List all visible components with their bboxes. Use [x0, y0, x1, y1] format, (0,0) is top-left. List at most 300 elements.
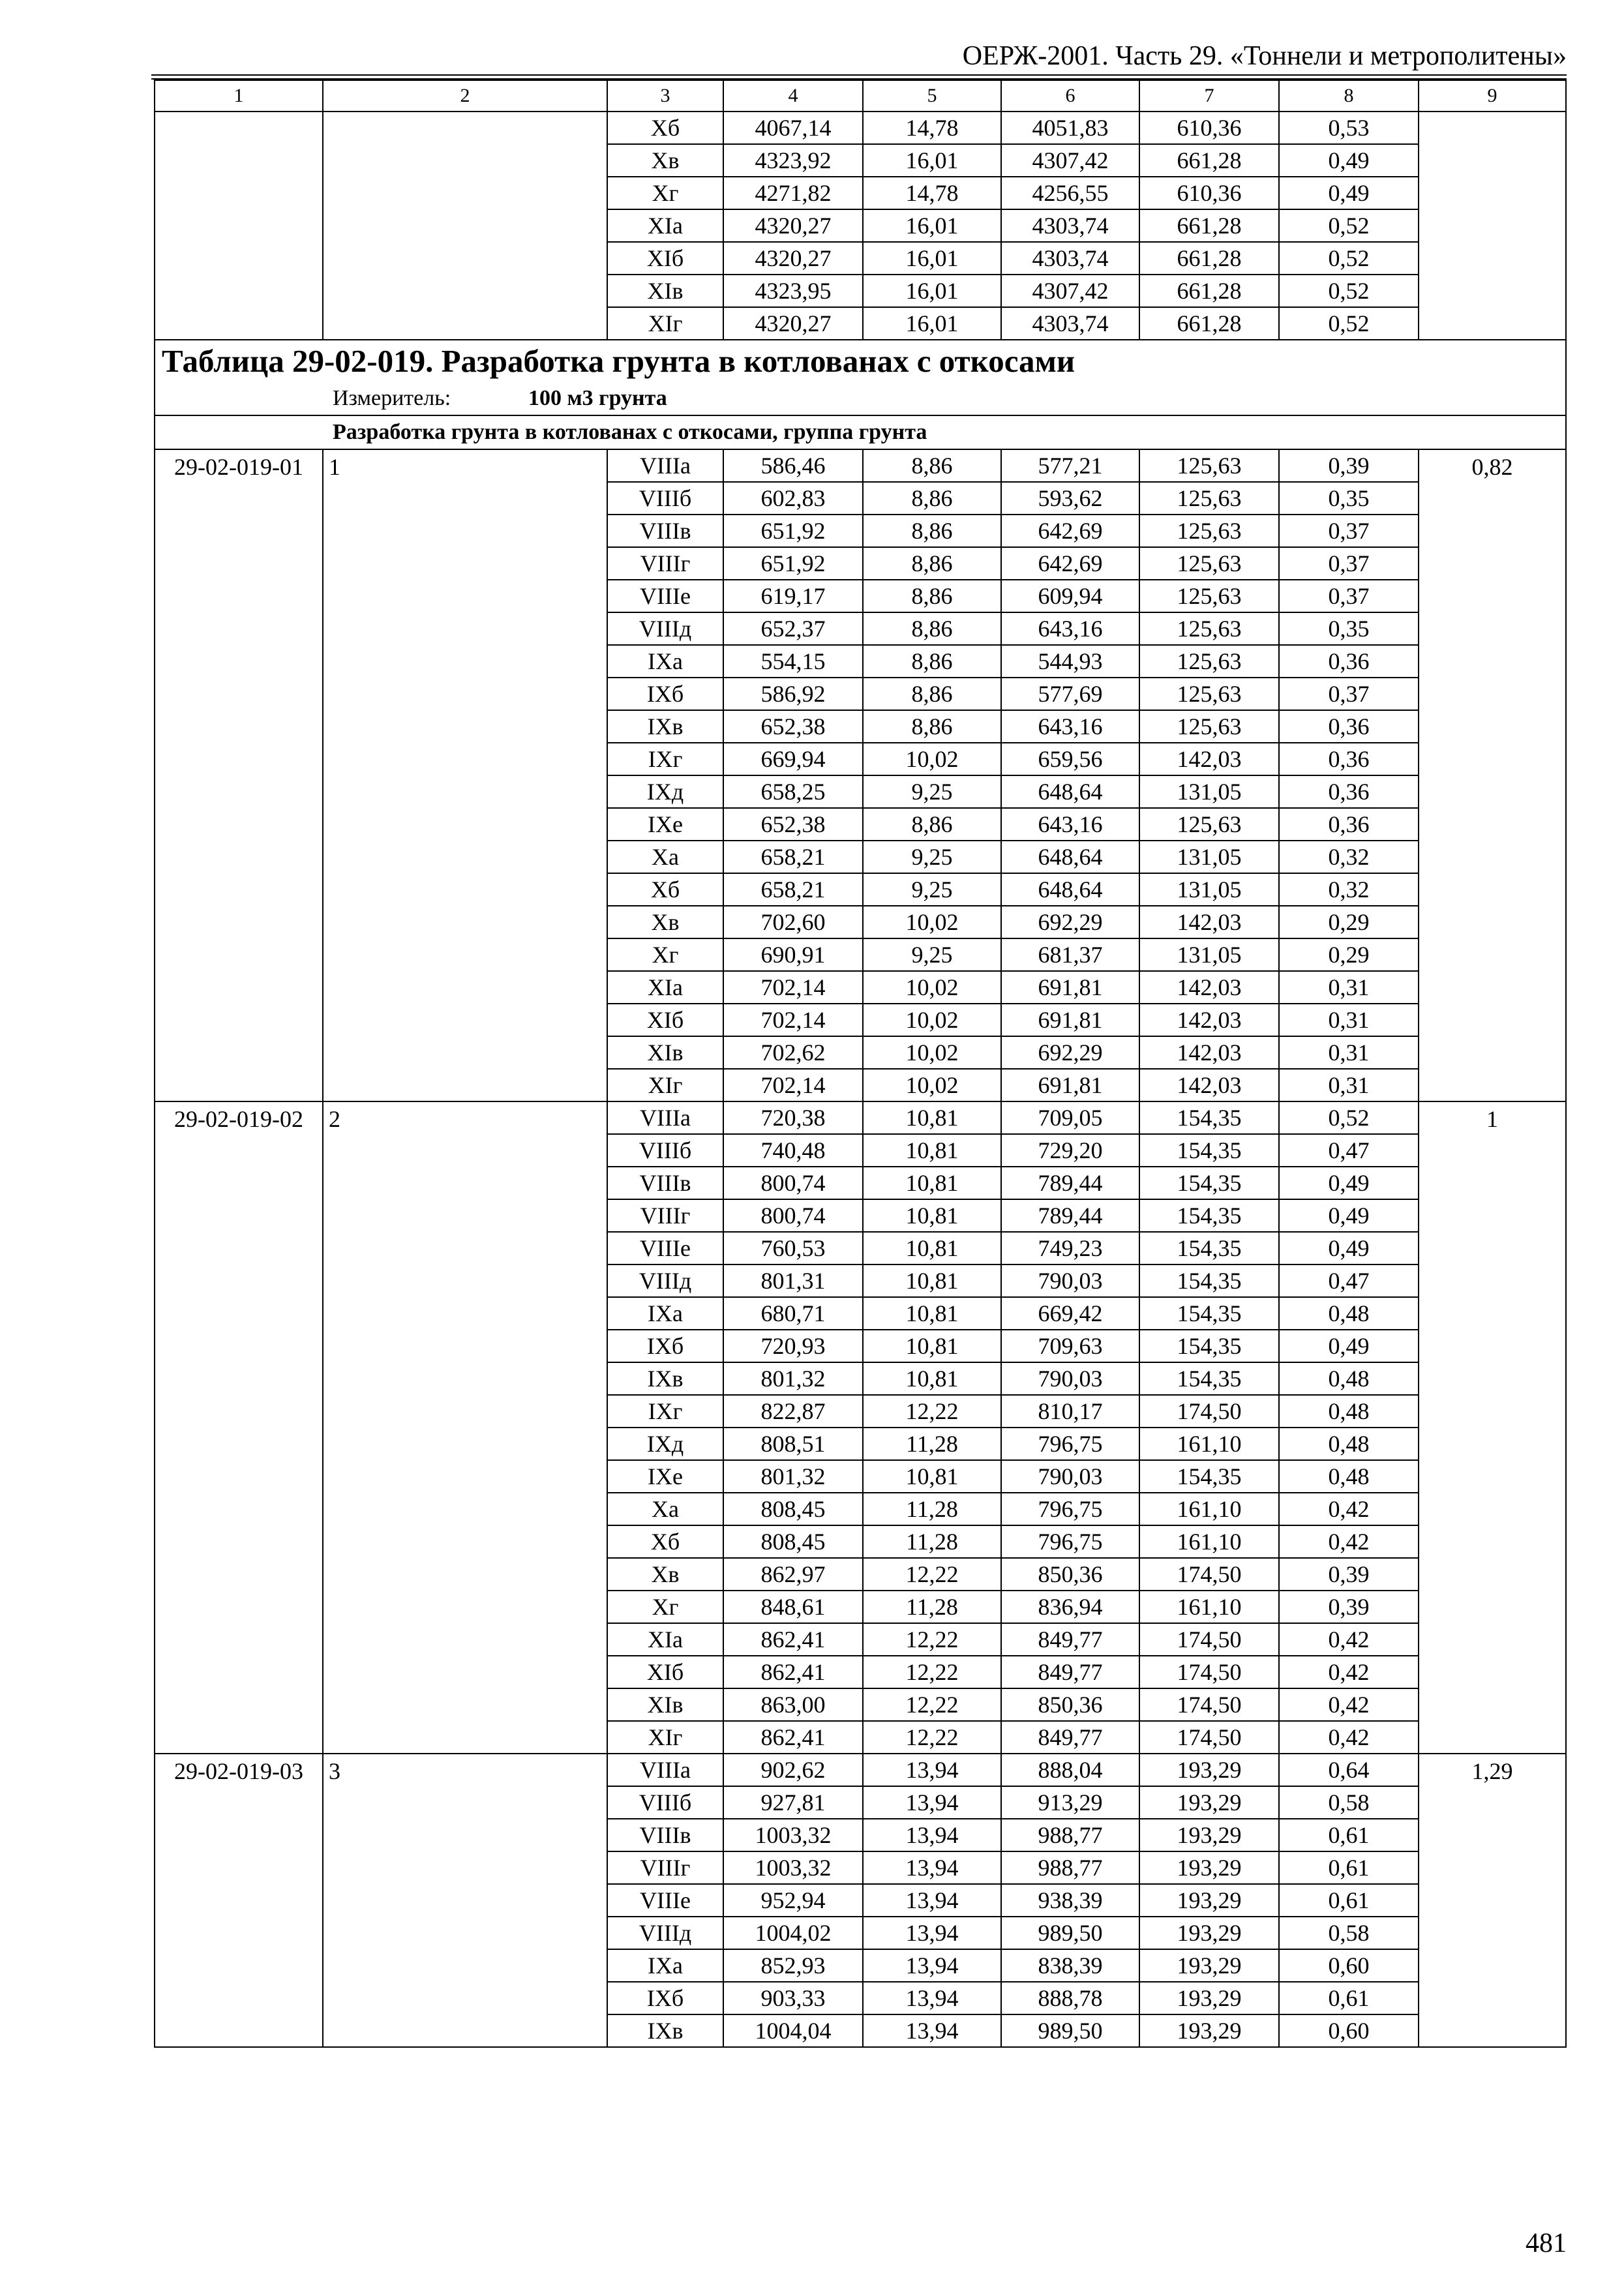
- machine-cost-cell: 888,78: [1001, 1982, 1139, 2014]
- soil-category-cell: XIг: [607, 307, 723, 340]
- direct-cost-cell: 4320,27: [723, 242, 863, 275]
- material-cost-cell: 0,48: [1279, 1395, 1419, 1428]
- direct-cost-cell: 4067,14: [723, 112, 863, 144]
- machine-cost-cell: 988,77: [1001, 1851, 1139, 1884]
- column-number: 3: [607, 80, 723, 112]
- machine-cost-cell: 836,94: [1001, 1591, 1139, 1623]
- direct-cost-cell: 822,87: [723, 1395, 863, 1428]
- labor-cost-cell: 9,25: [863, 775, 1001, 808]
- operator-wage-cell: 125,63: [1139, 678, 1279, 710]
- operator-wage-cell: 193,29: [1139, 1949, 1279, 1982]
- labor-cost-cell: 10,81: [863, 1232, 1001, 1264]
- labor-cost-cell: 9,25: [863, 873, 1001, 906]
- material-cost-cell: 0,61: [1279, 1851, 1419, 1884]
- material-cost-cell: 0,47: [1279, 1134, 1419, 1167]
- soil-category-cell: XIг: [607, 1069, 723, 1101]
- material-cost-cell: 0,48: [1279, 1362, 1419, 1395]
- labor-cost-cell: 10,81: [863, 1460, 1001, 1493]
- direct-cost-cell: 848,61: [723, 1591, 863, 1623]
- operator-wage-cell: 193,29: [1139, 1819, 1279, 1851]
- rate-code-cell: 29-02-019-02: [155, 1101, 323, 1754]
- material-cost-cell: 0,42: [1279, 1525, 1419, 1558]
- direct-cost-cell: 1004,04: [723, 2014, 863, 2047]
- material-cost-cell: 0,37: [1279, 678, 1419, 710]
- rate-code-cell: 29-02-019-01: [155, 449, 323, 1101]
- operator-wage-cell: 661,28: [1139, 209, 1279, 242]
- machine-cost-cell: 642,69: [1001, 547, 1139, 580]
- machine-cost-cell: 643,16: [1001, 710, 1139, 743]
- machine-cost-cell: 850,36: [1001, 1558, 1139, 1591]
- labor-cost-cell: 10,81: [863, 1330, 1001, 1362]
- machine-cost-cell: 938,39: [1001, 1884, 1139, 1917]
- operator-wage-cell: 142,03: [1139, 971, 1279, 1004]
- operator-wage-cell: 154,35: [1139, 1232, 1279, 1264]
- page-number: 481: [1526, 2228, 1567, 2258]
- soil-category-cell: VIIIе: [607, 1232, 723, 1264]
- unit-cell: [155, 382, 1566, 415]
- soil-category-cell: Xб: [607, 1525, 723, 1558]
- direct-cost-cell: 952,94: [723, 1884, 863, 1917]
- machine-cost-cell: 4256,55: [1001, 177, 1139, 209]
- material-cost-cell: 0,31: [1279, 971, 1419, 1004]
- direct-cost-cell: 1003,32: [723, 1819, 863, 1851]
- material-cost-cell: 0,32: [1279, 841, 1419, 873]
- soil-category-cell: IXа: [607, 1949, 723, 1982]
- labor-cost-cell: 11,28: [863, 1493, 1001, 1525]
- material-cost-cell: 0,64: [1279, 1754, 1419, 1786]
- material-cost-cell: 0,52: [1279, 307, 1419, 340]
- direct-cost-cell: 652,37: [723, 612, 863, 645]
- operator-wage-cell: 142,03: [1139, 743, 1279, 775]
- labor-hours-cell: 1,29: [1419, 1754, 1566, 2047]
- operator-wage-cell: 142,03: [1139, 1036, 1279, 1069]
- soil-category-cell: VIIIд: [607, 612, 723, 645]
- operator-wage-cell: 193,29: [1139, 1982, 1279, 2014]
- labor-hours-cell: [1419, 112, 1566, 340]
- machine-cost-cell: 4051,83: [1001, 112, 1139, 144]
- direct-cost-cell: 927,81: [723, 1786, 863, 1819]
- labor-cost-cell: 11,28: [863, 1525, 1001, 1558]
- column-number: 6: [1001, 80, 1139, 112]
- soil-category-cell: VIIIг: [607, 547, 723, 580]
- direct-cost-cell: 760,53: [723, 1232, 863, 1264]
- soil-category-cell: IXб: [607, 678, 723, 710]
- material-cost-cell: 0,36: [1279, 743, 1419, 775]
- column-number-row: [155, 80, 1566, 112]
- labor-cost-cell: 9,25: [863, 841, 1001, 873]
- material-cost-cell: 0,49: [1279, 1330, 1419, 1362]
- soil-category-cell: IXе: [607, 808, 723, 841]
- material-cost-cell: 0,32: [1279, 873, 1419, 906]
- labor-cost-cell: 16,01: [863, 209, 1001, 242]
- labor-cost-cell: 10,02: [863, 743, 1001, 775]
- machine-cost-cell: 544,93: [1001, 645, 1139, 678]
- operator-wage-cell: 661,28: [1139, 275, 1279, 307]
- soil-category-cell: VIIIе: [607, 580, 723, 612]
- column-number: 7: [1139, 80, 1279, 112]
- operator-wage-cell: 125,63: [1139, 612, 1279, 645]
- soil-category-cell: IXд: [607, 775, 723, 808]
- labor-cost-cell: 10,81: [863, 1134, 1001, 1167]
- machine-cost-cell: 888,04: [1001, 1754, 1139, 1786]
- material-cost-cell: 0,39: [1279, 1591, 1419, 1623]
- operator-wage-cell: 154,35: [1139, 1460, 1279, 1493]
- labor-cost-cell: 13,94: [863, 1819, 1001, 1851]
- labor-cost-cell: 10,02: [863, 1004, 1001, 1036]
- labor-cost-cell: 12,22: [863, 1721, 1001, 1754]
- soil-category-cell: VIIIа: [607, 449, 723, 482]
- labor-cost-cell: 13,94: [863, 2014, 1001, 2047]
- material-cost-cell: 0,60: [1279, 1949, 1419, 1982]
- column-number: 5: [863, 80, 1001, 112]
- soil-category-cell: VIIIб: [607, 1134, 723, 1167]
- material-cost-cell: 0,49: [1279, 1199, 1419, 1232]
- direct-cost-cell: 801,32: [723, 1362, 863, 1395]
- machine-cost-cell: 643,16: [1001, 808, 1139, 841]
- machine-cost-cell: 659,56: [1001, 743, 1139, 775]
- labor-cost-cell: 9,25: [863, 938, 1001, 971]
- direct-cost-cell: 720,93: [723, 1330, 863, 1362]
- direct-cost-cell: 903,33: [723, 1982, 863, 2014]
- machine-cost-cell: 577,21: [1001, 449, 1139, 482]
- soil-category-cell: XIг: [607, 1721, 723, 1754]
- labor-cost-cell: 12,22: [863, 1395, 1001, 1428]
- table-row: [155, 1754, 1566, 1786]
- machine-cost-cell: 609,94: [1001, 580, 1139, 612]
- operator-wage-cell: 125,63: [1139, 515, 1279, 547]
- material-cost-cell: 0,36: [1279, 775, 1419, 808]
- material-cost-cell: 0,47: [1279, 1264, 1419, 1297]
- machine-cost-cell: 4303,74: [1001, 307, 1139, 340]
- soil-category-cell: VIIIа: [607, 1101, 723, 1134]
- machine-cost-cell: 709,63: [1001, 1330, 1139, 1362]
- direct-cost-cell: 4320,27: [723, 209, 863, 242]
- machine-cost-cell: 643,16: [1001, 612, 1139, 645]
- operator-wage-cell: 161,10: [1139, 1525, 1279, 1558]
- material-cost-cell: 0,35: [1279, 612, 1419, 645]
- material-cost-cell: 0,49: [1279, 1232, 1419, 1264]
- soil-category-cell: VIIIг: [607, 1199, 723, 1232]
- machine-cost-cell: 789,44: [1001, 1167, 1139, 1199]
- labor-cost-cell: 13,94: [863, 1851, 1001, 1884]
- machine-cost-cell: 789,44: [1001, 1199, 1139, 1232]
- direct-cost-cell: 690,91: [723, 938, 863, 971]
- soil-category-cell: IXг: [607, 743, 723, 775]
- labor-cost-cell: 10,81: [863, 1264, 1001, 1297]
- operator-wage-cell: 142,03: [1139, 906, 1279, 938]
- soil-category-cell: XIб: [607, 1656, 723, 1688]
- operator-wage-cell: 125,63: [1139, 449, 1279, 482]
- table-row: [155, 1101, 1566, 1134]
- machine-cost-cell: 749,23: [1001, 1232, 1139, 1264]
- direct-cost-cell: 863,00: [723, 1688, 863, 1721]
- unit-row: [155, 382, 1566, 415]
- material-cost-cell: 0,36: [1279, 710, 1419, 743]
- machine-cost-cell: 692,29: [1001, 1036, 1139, 1069]
- direct-cost-cell: 862,97: [723, 1558, 863, 1591]
- labor-cost-cell: 11,28: [863, 1428, 1001, 1460]
- soil-category-cell: XIб: [607, 1004, 723, 1036]
- operator-wage-cell: 174,50: [1139, 1623, 1279, 1656]
- direct-cost-cell: 902,62: [723, 1754, 863, 1786]
- material-cost-cell: 0,36: [1279, 645, 1419, 678]
- labor-cost-cell: 10,81: [863, 1167, 1001, 1199]
- labor-cost-cell: 8,86: [863, 645, 1001, 678]
- machine-cost-cell: 593,62: [1001, 482, 1139, 515]
- operator-wage-cell: 174,50: [1139, 1395, 1279, 1428]
- labor-cost-cell: 10,02: [863, 906, 1001, 938]
- operator-wage-cell: 125,63: [1139, 645, 1279, 678]
- direct-cost-cell: 4271,82: [723, 177, 863, 209]
- operator-wage-cell: 131,05: [1139, 938, 1279, 971]
- machine-cost-cell: 4303,74: [1001, 209, 1139, 242]
- operator-wage-cell: 193,29: [1139, 1917, 1279, 1949]
- machine-cost-cell: 4307,42: [1001, 275, 1139, 307]
- labor-cost-cell: 10,02: [863, 1069, 1001, 1101]
- direct-cost-cell: 619,17: [723, 580, 863, 612]
- labor-cost-cell: 10,02: [863, 971, 1001, 1004]
- direct-cost-cell: 658,25: [723, 775, 863, 808]
- machine-cost-cell: 849,77: [1001, 1721, 1139, 1754]
- machine-cost-cell: 4307,42: [1001, 144, 1139, 177]
- material-cost-cell: 0,58: [1279, 1917, 1419, 1949]
- material-cost-cell: 0,42: [1279, 1623, 1419, 1656]
- soil-group-cell: 1: [323, 449, 607, 1101]
- soil-category-cell: IXб: [607, 1330, 723, 1362]
- labor-cost-cell: 16,01: [863, 242, 1001, 275]
- machine-cost-cell: 729,20: [1001, 1134, 1139, 1167]
- direct-cost-cell: 652,38: [723, 710, 863, 743]
- direct-cost-cell: 862,41: [723, 1656, 863, 1688]
- material-cost-cell: 0,52: [1279, 1101, 1419, 1134]
- material-cost-cell: 0,29: [1279, 906, 1419, 938]
- machine-cost-cell: 669,42: [1001, 1297, 1139, 1330]
- labor-cost-cell: 8,86: [863, 482, 1001, 515]
- machine-cost-cell: 838,39: [1001, 1949, 1139, 1982]
- machine-cost-cell: 648,64: [1001, 873, 1139, 906]
- operator-wage-cell: 154,35: [1139, 1330, 1279, 1362]
- direct-cost-cell: 652,38: [723, 808, 863, 841]
- soil-category-cell: VIIIа: [607, 1754, 723, 1786]
- operator-wage-cell: 661,28: [1139, 307, 1279, 340]
- soil-category-cell: VIIIб: [607, 1786, 723, 1819]
- machine-cost-cell: 810,17: [1001, 1395, 1139, 1428]
- material-cost-cell: 0,31: [1279, 1036, 1419, 1069]
- direct-cost-cell: 702,14: [723, 1004, 863, 1036]
- soil-category-cell: IXб: [607, 1982, 723, 2014]
- machine-cost-cell: 648,64: [1001, 775, 1139, 808]
- soil-category-cell: IXе: [607, 1460, 723, 1493]
- soil-category-cell: IXа: [607, 1297, 723, 1330]
- soil-group-cell: 3: [323, 1754, 607, 2047]
- machine-cost-cell: 796,75: [1001, 1428, 1139, 1460]
- labor-cost-cell: 13,94: [863, 1949, 1001, 1982]
- soil-category-cell: Xб: [607, 873, 723, 906]
- machine-cost-cell: 796,75: [1001, 1525, 1139, 1558]
- header-rule: [151, 74, 1567, 76]
- material-cost-cell: 0,42: [1279, 1656, 1419, 1688]
- labor-cost-cell: 12,22: [863, 1558, 1001, 1591]
- direct-cost-cell: 658,21: [723, 841, 863, 873]
- operator-wage-cell: 174,50: [1139, 1656, 1279, 1688]
- soil-category-cell: VIIIд: [607, 1264, 723, 1297]
- operator-wage-cell: 154,35: [1139, 1167, 1279, 1199]
- operator-wage-cell: 193,29: [1139, 1884, 1279, 1917]
- direct-cost-cell: 1003,32: [723, 1851, 863, 1884]
- soil-category-cell: XIа: [607, 209, 723, 242]
- machine-cost-cell: 850,36: [1001, 1688, 1139, 1721]
- direct-cost-cell: 702,62: [723, 1036, 863, 1069]
- labor-hours-cell: 1: [1419, 1101, 1566, 1754]
- operator-wage-cell: 610,36: [1139, 177, 1279, 209]
- operator-wage-cell: 154,35: [1139, 1297, 1279, 1330]
- soil-category-cell: Xв: [607, 1558, 723, 1591]
- operator-wage-cell: 125,63: [1139, 482, 1279, 515]
- soil-category-cell: VIIIг: [607, 1851, 723, 1884]
- soil-category-cell: Xа: [607, 1493, 723, 1525]
- direct-cost-cell: 554,15: [723, 645, 863, 678]
- soil-category-cell: XIв: [607, 1036, 723, 1069]
- soil-category-cell: VIIIв: [607, 1167, 723, 1199]
- material-cost-cell: 0,61: [1279, 1982, 1419, 2014]
- direct-cost-cell: 4320,27: [723, 307, 863, 340]
- labor-cost-cell: 12,22: [863, 1656, 1001, 1688]
- soil-category-cell: VIIIб: [607, 482, 723, 515]
- labor-cost-cell: 12,22: [863, 1688, 1001, 1721]
- operator-wage-cell: 193,29: [1139, 1786, 1279, 1819]
- labor-cost-cell: 13,94: [863, 1786, 1001, 1819]
- soil-category-cell: VIIIе: [607, 1884, 723, 1917]
- labor-cost-cell: 13,94: [863, 1982, 1001, 2014]
- machine-cost-cell: 796,75: [1001, 1493, 1139, 1525]
- labor-cost-cell: 12,22: [863, 1623, 1001, 1656]
- direct-cost-cell: 586,92: [723, 678, 863, 710]
- soil-category-cell: IXв: [607, 710, 723, 743]
- direct-cost-cell: 680,71: [723, 1297, 863, 1330]
- machine-cost-cell: 648,64: [1001, 841, 1139, 873]
- labor-cost-cell: 16,01: [863, 275, 1001, 307]
- material-cost-cell: 0,39: [1279, 1558, 1419, 1591]
- material-cost-cell: 0,53: [1279, 112, 1419, 144]
- machine-cost-cell: 849,77: [1001, 1623, 1139, 1656]
- soil-category-cell: Xг: [607, 938, 723, 971]
- machine-cost-cell: 709,05: [1001, 1101, 1139, 1134]
- operator-wage-cell: 142,03: [1139, 1004, 1279, 1036]
- labor-cost-cell: 10,81: [863, 1101, 1001, 1134]
- machine-cost-cell: 849,77: [1001, 1656, 1139, 1688]
- operator-wage-cell: 661,28: [1139, 242, 1279, 275]
- column-number: 1: [155, 80, 323, 112]
- running-header: ОЕРЖ-2001. Часть 29. «Тоннели и метрополитены»: [962, 41, 1567, 71]
- soil-category-cell: IXд: [607, 1428, 723, 1460]
- labor-cost-cell: 8,86: [863, 515, 1001, 547]
- labor-cost-cell: 14,78: [863, 112, 1001, 144]
- soil-category-cell: XIа: [607, 1623, 723, 1656]
- labor-cost-cell: 10,81: [863, 1297, 1001, 1330]
- direct-cost-cell: 702,14: [723, 1069, 863, 1101]
- soil-category-cell: IXа: [607, 645, 723, 678]
- operator-wage-cell: 661,28: [1139, 144, 1279, 177]
- operator-wage-cell: 131,05: [1139, 873, 1279, 906]
- material-cost-cell: 0,36: [1279, 808, 1419, 841]
- material-cost-cell: 0,35: [1279, 482, 1419, 515]
- machine-cost-cell: 989,50: [1001, 2014, 1139, 2047]
- labor-cost-cell: 10,81: [863, 1199, 1001, 1232]
- material-cost-cell: 0,49: [1279, 177, 1419, 209]
- operator-wage-cell: 193,29: [1139, 1851, 1279, 1884]
- material-cost-cell: 0,52: [1279, 275, 1419, 307]
- direct-cost-cell: 862,41: [723, 1721, 863, 1754]
- table-row: [155, 449, 1566, 482]
- material-cost-cell: 0,29: [1279, 938, 1419, 971]
- labor-cost-cell: 11,28: [863, 1591, 1001, 1623]
- direct-cost-cell: 808,45: [723, 1525, 863, 1558]
- machine-cost-cell: 692,29: [1001, 906, 1139, 938]
- machine-cost-cell: 691,81: [1001, 1069, 1139, 1101]
- labor-hours-cell: 0,82: [1419, 449, 1566, 1101]
- material-cost-cell: 0,49: [1279, 144, 1419, 177]
- soil-category-cell: Xг: [607, 177, 723, 209]
- material-cost-cell: 0,42: [1279, 1721, 1419, 1754]
- machine-cost-cell: 988,77: [1001, 1819, 1139, 1851]
- machine-cost-cell: 989,50: [1001, 1917, 1139, 1949]
- soil-category-cell: XIа: [607, 971, 723, 1004]
- soil-category-cell: XIб: [607, 242, 723, 275]
- column-number: 2: [323, 80, 607, 112]
- column-number: 4: [723, 80, 863, 112]
- material-cost-cell: 0,61: [1279, 1819, 1419, 1851]
- soil-category-cell: IXв: [607, 2014, 723, 2047]
- operator-wage-cell: 161,10: [1139, 1591, 1279, 1623]
- labor-cost-cell: 13,94: [863, 1754, 1001, 1786]
- material-cost-cell: 0,37: [1279, 515, 1419, 547]
- operator-wage-cell: 154,35: [1139, 1101, 1279, 1134]
- machine-cost-cell: 790,03: [1001, 1460, 1139, 1493]
- labor-cost-cell: 8,86: [863, 678, 1001, 710]
- operator-wage-cell: 174,50: [1139, 1558, 1279, 1591]
- soil-category-cell: IXг: [607, 1395, 723, 1428]
- unit-label: Измеритель:: [333, 385, 451, 410]
- labor-cost-cell: 16,01: [863, 144, 1001, 177]
- material-cost-cell: 0,48: [1279, 1460, 1419, 1493]
- labor-cost-cell: 8,86: [863, 547, 1001, 580]
- code-cell: [155, 112, 323, 340]
- operator-wage-cell: 174,50: [1139, 1721, 1279, 1754]
- direct-cost-cell: 800,74: [723, 1167, 863, 1199]
- soil-category-cell: XIв: [607, 1688, 723, 1721]
- material-cost-cell: 0,58: [1279, 1786, 1419, 1819]
- material-cost-cell: 0,31: [1279, 1069, 1419, 1101]
- direct-cost-cell: 740,48: [723, 1134, 863, 1167]
- direct-cost-cell: 702,60: [723, 906, 863, 938]
- operator-wage-cell: 174,50: [1139, 1688, 1279, 1721]
- material-cost-cell: 0,52: [1279, 209, 1419, 242]
- labor-cost-cell: 8,86: [863, 710, 1001, 743]
- machine-cost-cell: 577,69: [1001, 678, 1139, 710]
- direct-cost-cell: 658,21: [723, 873, 863, 906]
- direct-cost-cell: 801,32: [723, 1460, 863, 1493]
- rate-code-cell: 29-02-019-03: [155, 1754, 323, 2047]
- operator-wage-cell: 193,29: [1139, 1754, 1279, 1786]
- material-cost-cell: 0,48: [1279, 1297, 1419, 1330]
- machine-cost-cell: 790,03: [1001, 1362, 1139, 1395]
- machine-cost-cell: 642,69: [1001, 515, 1139, 547]
- operator-wage-cell: 161,10: [1139, 1493, 1279, 1525]
- labor-cost-cell: 8,86: [863, 808, 1001, 841]
- operator-wage-cell: 154,35: [1139, 1134, 1279, 1167]
- table-title-row: [155, 340, 1566, 382]
- soil-category-cell: Xв: [607, 144, 723, 177]
